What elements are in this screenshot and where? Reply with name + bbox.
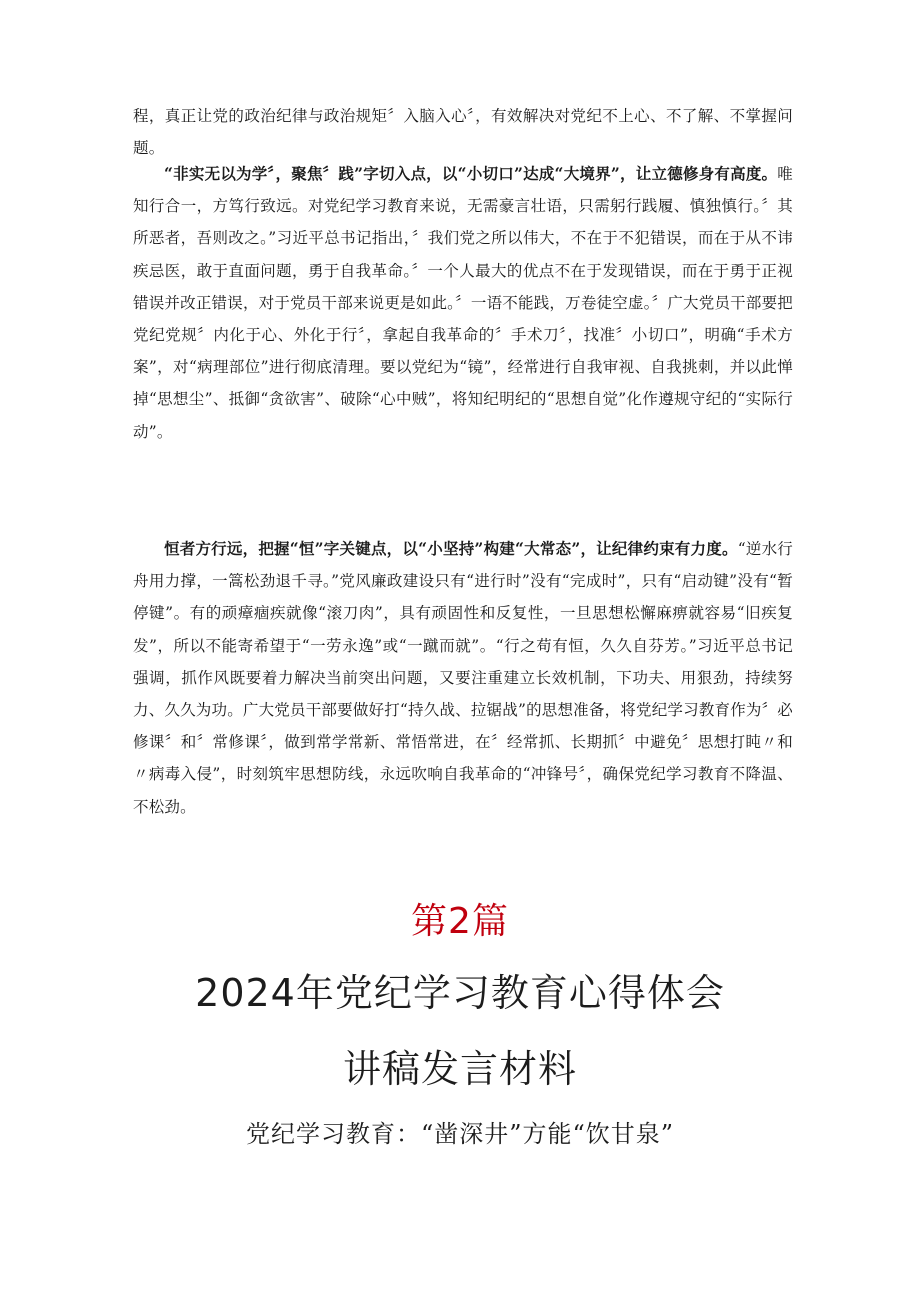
document-subtitle: 党纪学习教育：“凿深井”方能“饮甘泉”: [245, 1120, 675, 1148]
document-title-line-1: 2024年党纪学习教育心得体会: [195, 971, 725, 1015]
paragraph-practice-lead: “非实无以为学〞，聚焦〞践”字切入点，以“小切口”达成“大境界”，让立德修身有高度。: [164, 164, 778, 183]
opening-line: [133, 100, 793, 164]
paragraph-persistence-lead: 恒者方行远，把握“恒”字关键点，以“小坚持”构建“大常态”，让纪律约束有力度。: [164, 539, 738, 558]
opening-text: 程，真正让党的政治纪律与政治规矩〞入脑入心〞，有效解决对党纪不上心、不了解、不掌握问题。: [133, 107, 793, 158]
paragraph-persistence: [133, 533, 793, 823]
paragraph-persistence-text: [133, 533, 793, 823]
paragraph-practice: [133, 158, 793, 448]
section-heading: 第2篇: [411, 901, 509, 942]
document-title-line-2: 讲稿发言材料: [342, 1047, 577, 1091]
paragraph-practice-body: 唯知行合一，方笃行致远。对党纪学习教育来说，无需豪言壮语，只需躬行践履、慎独慎行。〞其所恶者，吾则改之。”习近平总书记指出，〞我们党之所以伟大，不在于不犯错误，而在于从不讳疾忌医，敢于直面问题，勇于自我革命。〞一个人最大的优点不在于发现错误，而在于勇于正视错误并改正错误，对于党员干部来说更是如此。〞一语不能践，万卷徒空虚。〞广大党员干部要把党纪党规〞内化于心、外化于行〞，拿起自我革命的〞手术刀〞，找准〞小切口”，明确“手术方案”，对“病理部位”进行彻底清理。要以党纪为“镜”，经常进行自我审视、自我挑刺，并以此惮掉“思想尘”、抵御“贪欲害”、破除“心中贼”，将知纪明纪的“思想自觉”化作遵规守纪的“实际行动”。: [133, 165, 793, 441]
paragraph-practice-text: [133, 158, 793, 448]
paragraph-persistence-body: “逆水行舟用力撑，一篙松劲退千寻。”党风廉政建设只有“进行时”没有“完成时”，只有“启动键”没有“暂停键”。有的顽瘴痼疾就像“滚刀肉”，具有顽固性和反复性，一旦思想松懈麻痹就容易“旧疾复发”，所以不能寄希望于“一劳永逸”或“一蹴而就”。“行之苟有恒，久久自芬芳。”习近平总书记强调，抓作风既要着力解决当前突出问题，又要注重建立长效机制，下功夫、用狠劲，持续努力、久久为功。广大党员干部要做好打“持久战、拉锯战”的思想准备，将党纪学习教育作为〞必修课〞和〞常修课〞，做到常学常新、常悟常进，在〞经常抓、长期抓〞中避免〞思想打盹〃和〃病毒入侵”，时刻筑牢思想防线，永远吹响自我革命的“冲锋号〞，确保党纪学习教育不降温、不松劲。: [133, 540, 793, 816]
